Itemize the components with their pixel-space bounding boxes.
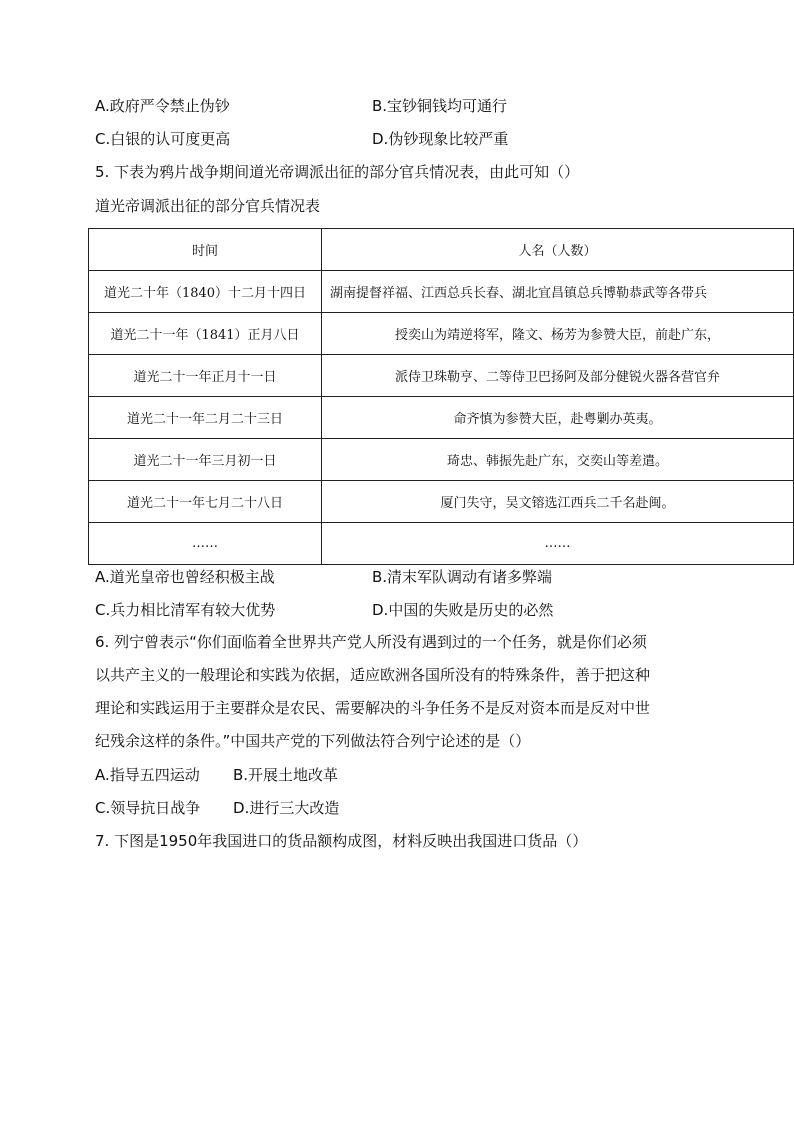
q6-stem-line-4: 纪残余这样的条件。”中国共产党的下列做法符合列宁论述的是（） <box>95 732 531 750</box>
q5-option-a: A.道光皇帝也曾经积极主战 <box>95 568 275 586</box>
q6-option-c: C.领导抗日战争 <box>95 799 201 817</box>
table-cell-time: 道光二十一年七月二十八日 <box>89 481 322 523</box>
table-header-row <box>89 229 794 271</box>
q4-option-d: D.伪钞现象比较严重 <box>372 130 509 148</box>
table-cell-names: 派侍卫珠勒亨、二等侍卫巴扬阿及部分健锐火器各营官弁 <box>322 355 794 397</box>
q5-table-title: 道光帝调派出征的部分官兵情况表 <box>95 197 321 215</box>
table-cell-names: 湖南提督祥福、江西总兵长春、湖北宜昌镇总兵博勒恭武等各带兵 <box>322 271 794 313</box>
q6-option-b: B.开展土地改革 <box>233 766 339 784</box>
table-cell-time: 道光二十年（1840）十二月十四日 <box>89 271 322 313</box>
table-cell-names: 琦忠、韩振先赴广东，交奕山等差遣。 <box>322 439 794 481</box>
q5-stem: 5. 下表为鸦片战争期间道光帝调派出征的部分官兵情况表，由此可知（） <box>95 163 580 181</box>
table-cell-time: 道光二十一年三月初一日 <box>89 439 322 481</box>
q5-option-b: B.清末军队调动有诸多弊端 <box>372 568 553 586</box>
table-cell-time: 道光二十一年（1841）正月八日 <box>89 313 322 355</box>
table-cell-time: …… <box>89 523 322 565</box>
q6-option-a: A.指导五四运动 <box>95 766 200 784</box>
q6-option-d: D.进行三大改造 <box>233 799 340 817</box>
q4-option-b: B.宝钞铜钱均可通行 <box>372 97 508 115</box>
table-row <box>89 313 794 355</box>
q6-stem-line-3: 理论和实践运用于主要群众是农民、需要解决的斗争任务不是反对资本而是反对中世 <box>95 699 651 717</box>
table-cell-names: 命齐慎为参赞大臣，赴粤剿办英夷。 <box>322 397 794 439</box>
table-cell-names: 授奕山为靖逆将军，隆文、杨芳为参赞大臣，前赴广东， <box>322 313 794 355</box>
table-cell-time: 道光二十一年正月十一日 <box>89 355 322 397</box>
table-row <box>89 271 794 313</box>
q4-option-c: C.白银的认可度更高 <box>95 130 231 148</box>
table-cell-time: 道光二十一年二月二十三日 <box>89 397 322 439</box>
table-cell-names: …… <box>322 523 794 565</box>
table-cell-names: 厦门失守，吴文镕选江西兵二千名赴闽。 <box>322 481 794 523</box>
q4-option-a: A.政府严令禁止伪钞 <box>95 97 230 115</box>
table-header-names: 人名（人数） <box>322 229 794 271</box>
q6-stem-line-2: 以共产主义的一般理论和实践为依据，适应欧洲各国所没有的特殊条件，善于把这种 <box>95 666 651 684</box>
q5-table <box>88 228 794 565</box>
table-row <box>89 523 794 565</box>
table-row <box>89 397 794 439</box>
table-row <box>89 439 794 481</box>
q6-stem-line-1: 6. 列宁曾表示“你们面临着全世界共产党人所没有遇到过的一个任务，就是你们必须 <box>95 633 647 651</box>
q7-stem: 7. 下图是1950年我国进口的货品额构成图，材料反映出我国进口货品（） <box>95 832 588 850</box>
table-row <box>89 355 794 397</box>
q5-option-c: C.兵力相比清军有较大优势 <box>95 601 276 619</box>
table-row <box>89 481 794 523</box>
q5-option-d: D.中国的失败是历史的必然 <box>372 601 554 619</box>
table-header-time: 时间 <box>89 229 322 271</box>
